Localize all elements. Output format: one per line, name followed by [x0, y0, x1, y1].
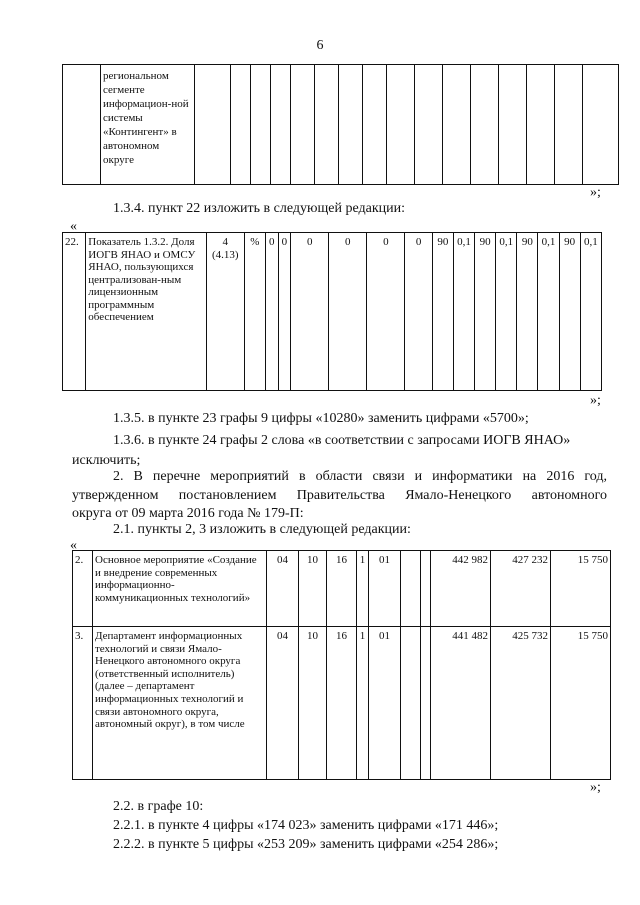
cell: 0: [265, 233, 278, 391]
table-indicator-22: [62, 232, 602, 391]
paragraph-2-2-2: 2.2.2. в пункте 5 цифры «253 209» заменить цифрами «254 286»;: [113, 837, 499, 852]
cell: Показатель 1.3.2. Доля ИОГВ ЯНАО и ОМСУ ЯНАО, пользующихся централизован-ным лицензионным программным обеспечением: [86, 233, 206, 391]
cell: [401, 551, 421, 627]
cell: [401, 627, 421, 780]
cell: 0,1: [580, 233, 601, 391]
close-quote: »;: [590, 185, 601, 200]
cell: 0: [367, 233, 405, 391]
cell: Департамент информационных технологий и связи Ямало-Ненецкого автономного округа (ответственный исполнитель) (далее – департамент информационных технологий и связи автономного округа, автономный округ), в том числе: [93, 627, 267, 780]
cell: 0,1: [538, 233, 559, 391]
open-quote: «: [70, 538, 77, 553]
cell: 441 482: [431, 627, 491, 780]
cell: %: [244, 233, 265, 391]
paragraph-2: 2. В перечне мероприятий в области связи и информатики на 2016 год,: [113, 469, 607, 484]
cell: 427 232: [491, 551, 551, 627]
paragraph-1-3-5: 1.3.5. в пункте 23 графы 9 цифры «10280» заменить цифрами «5700»;: [113, 411, 529, 426]
cell: 425 732: [491, 627, 551, 780]
paragraph-1-3-6-cont: исключить;: [72, 453, 141, 468]
cell: 90: [517, 233, 538, 391]
cell: 0,1: [496, 233, 517, 391]
cell: 90: [432, 233, 453, 391]
cell: 90: [475, 233, 496, 391]
table-row: [73, 551, 611, 627]
paragraph-2-2-1: 2.2.1. в пункте 4 цифры «174 023» заменить цифрами «171 446»;: [113, 818, 499, 833]
table-row: [63, 233, 602, 391]
cell: 16: [327, 551, 357, 627]
cell: 1: [357, 627, 369, 780]
paragraph-2-cont-1: утвержденном постановлением Правительства Ямало-Ненецкого автономного: [72, 488, 607, 503]
cell: 22.: [63, 233, 86, 391]
cell: 01: [369, 627, 401, 780]
close-quote: »;: [590, 393, 601, 408]
cell: 15 750: [551, 551, 611, 627]
cell: Основное мероприятие «Создание и внедрение современных информационно-коммуникационных технологий»: [93, 551, 267, 627]
table-row: [73, 627, 611, 780]
cell: 0: [329, 233, 367, 391]
page-number: 6: [316, 38, 324, 53]
cell: 0: [278, 233, 291, 391]
close-quote: »;: [590, 780, 601, 795]
table-continuation: [62, 64, 619, 185]
cell: 442 982: [431, 551, 491, 627]
cell: 10: [299, 627, 327, 780]
paragraph-1-3-6: 1.3.6. в пункте 24 графы 2 слова «в соответствии с запросами ИОГВ ЯНАО»: [113, 433, 571, 448]
cell: 04: [267, 627, 299, 780]
cell: 04: [267, 551, 299, 627]
table-measures: [72, 550, 611, 780]
paragraph-2-cont-2: округа от 09 марта 2016 года № 179-П:: [72, 506, 304, 521]
cell: 2.: [73, 551, 93, 627]
cell: 0: [291, 233, 329, 391]
cell: 3.: [73, 627, 93, 780]
paragraph-2-1: 2.1. пункты 2, 3 изложить в следующей редакции:: [113, 522, 411, 537]
cell: 90: [559, 233, 580, 391]
indicator-text: региональном сегменте информацион-ной системы «Контингент» в автономном округе: [101, 65, 195, 185]
cell: 1: [357, 551, 369, 627]
cell: [421, 627, 431, 780]
open-quote: «: [70, 219, 77, 234]
cell: 01: [369, 551, 401, 627]
cell: 4 (4.13): [206, 233, 244, 391]
paragraph-2-2: 2.2. в графе 10:: [113, 799, 204, 814]
cell: [421, 551, 431, 627]
cell: 0,1: [453, 233, 474, 391]
cell: 10: [299, 551, 327, 627]
cell: 16: [327, 627, 357, 780]
cell: 0: [405, 233, 432, 391]
cell: 15 750: [551, 627, 611, 780]
paragraph-1-3-4: 1.3.4. пункт 22 изложить в следующей редакции:: [113, 201, 405, 216]
